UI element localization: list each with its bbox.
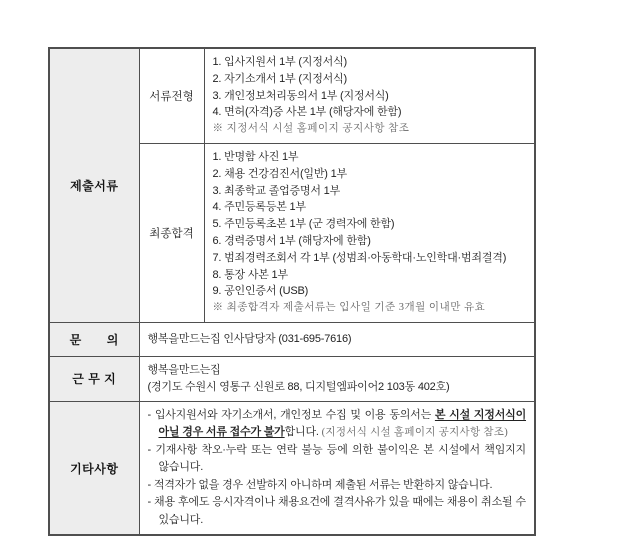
inquiry-label: 문 의 xyxy=(49,322,139,356)
doc-item: 7. 범죄경력조회서 각 1부 (성범죄·아동학대·노인학대·범죄결격) xyxy=(212,251,507,264)
etc-bullet-1-note: (지정서식 시설 홈페이지 공지사항 참조) xyxy=(321,427,509,439)
etc-bullet-1-prefix: - 입사지원서와 자기소개서, 개인정보 수집 및 이용 동의서는 xyxy=(147,408,435,421)
etc-bullet-1 xyxy=(148,407,527,442)
etc-label: 기타사항 xyxy=(49,401,139,535)
doc-item: 3. 개인정보처리동의서 1부 (지정서식) xyxy=(212,89,389,102)
etc-bullet-1-suffix: 합니다. xyxy=(284,426,322,439)
final-pass-stage-label: 최종합격 xyxy=(139,143,204,322)
row-inquiry xyxy=(49,322,535,356)
workplace-address: (경기도 수원시 영통구 신원로 88, 디지털엠파이어2 103동 402호) xyxy=(147,380,450,393)
inquiry-content xyxy=(139,322,535,356)
screening-note: ※ 지정서식 시설 홈페이지 공지사항 참조 xyxy=(212,123,410,135)
doc-item: 2. 채용 건강검진서(일반) 1부 xyxy=(212,167,347,180)
etc-bullet-1-emphasis: 본 시설 지정서식이 아닐 경우 서류 접수가 불가 xyxy=(158,408,527,439)
etc-bullet-2: - 기재사항 착오·누락 또는 연락 불능 등에 의한 불이익은 본 시설에서 책임지지 않습니다. xyxy=(147,443,526,474)
recruitment-info-table xyxy=(48,47,536,536)
etc-content xyxy=(139,401,535,535)
final-note: ※ 최종합격자 제출서류는 입사일 기준 3개월 이내만 유효 xyxy=(212,302,486,314)
doc-item: 5. 주민등록초본 1부 (군 경력자에 한함) xyxy=(212,218,395,231)
doc-item: 1. 입사지원서 1부 (지정서식) xyxy=(212,56,347,68)
doc-item: 4. 주민등록등본 1부 xyxy=(212,201,306,214)
submission-docs-label: 제출서류 xyxy=(49,48,139,322)
row-etc xyxy=(49,401,535,535)
doc-item: 4. 면허(자격)증 사본 1부 (해당자에 한함) xyxy=(212,106,402,119)
workplace-name: 행복을만드는집 xyxy=(147,363,221,376)
etc-bullet-4: - 채용 후에도 응시자격이나 채용요건에 결격사유가 있을 때에는 채용이 취소될 수 있습니다. xyxy=(147,496,526,526)
doc-item: 2. 자기소개서 1부 (지정서식) xyxy=(212,72,347,85)
etc-bullet-3: - 적격자가 없을 경우 선발하지 아니하며 제출된 서류는 반환하지 않습니다. xyxy=(147,478,493,491)
row-workplace xyxy=(49,356,535,401)
row-submission-screening xyxy=(49,48,535,143)
doc-item: 9. 공인인증서 (USB) xyxy=(212,285,309,298)
workplace-content xyxy=(139,356,535,401)
doc-item: 1. 반명함 사진 1부 xyxy=(212,150,299,163)
screening-stage-label: 서류전형 xyxy=(139,48,204,143)
screening-doc-list xyxy=(204,48,535,143)
doc-item: 8. 통장 사본 1부 xyxy=(212,268,288,281)
workplace-label: 근 무 지 xyxy=(49,356,139,401)
final-doc-list xyxy=(204,143,535,322)
doc-item: 6. 경력증명서 1부 (해당자에 한함) xyxy=(212,234,371,247)
doc-item: 3. 최종학교 졸업증명서 1부 xyxy=(212,184,341,197)
inquiry-contact: 행복을만드는집 인사담당자 (031-695-7616) xyxy=(147,332,352,345)
